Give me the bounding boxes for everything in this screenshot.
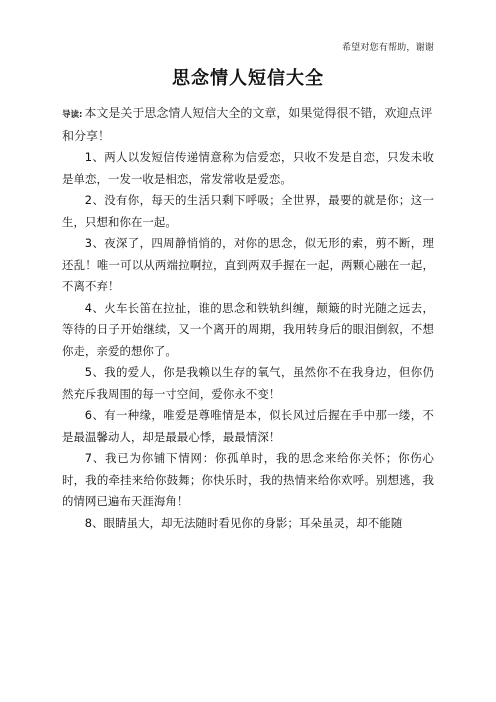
paragraph-2: 2、没有你，每天的生活只剩下呼吸；全世界，最要的就是你；这一生，只想和你在一起。 [62, 193, 434, 229]
intro-text: 本文是关于思念情人短信大全的文章，如果觉得很不错，欢迎点评和分享！ [62, 106, 433, 143]
paragraph-1: 1、两人以发短信传递情意称为信爱恋，只收不发是自恋，只发未收是单恋，一发一收是相恋，常发常收是爱恋。 [62, 150, 434, 186]
intro-paragraph [62, 103, 434, 147]
page-header-note: 希望对您有帮助，谢谢 [341, 43, 434, 53]
paragraph-4: 4、火车长笛在拉扯，谁的思念和铁轨纠缠，颠簸的时光随之远去，等待的日子开始继续，又一个离开的周期，我用转身后的眼泪倒叙，不想你走，亲爱的想你了。 [62, 300, 434, 358]
paragraph-3: 3、夜深了，四周静悄悄的，对你的思念，似无形的索，剪不断，理还乱！唯一可以从两端拉啊拉，直到两双手握在一起，两颗心融在一起，不离不弃！ [62, 236, 434, 293]
document-title: 思念情人短信大全 [172, 68, 324, 89]
document-body [62, 103, 434, 534]
intro-label: 导读: [62, 110, 83, 120]
paragraph-5: 5、我的爱人，你是我赖以生存的氧气，虽然你不在我身边，但你仍然充斥我周围的每一寸空间，爱你永不变！ [62, 365, 434, 401]
paragraph-6: 6、有一种缘，唯爱是尊唯情是本，似长风过后握在手中那一缕，不是最温馨动人，却是最最心悸，最最情深！ [62, 408, 434, 444]
paragraph-8: 8、眼睛虽大，却无法随时看见你的身影；耳朵虽灵，却不能随 [84, 515, 403, 530]
paragraph-7: 7、我已为你铺下情网：你孤单时，我的思念来给你关怀；你伤心时，我的牵挂来给你鼓舞；你快乐时，我的热情来给你欢呼。别想逃，我的情网已遍布天涯海角！ [62, 451, 434, 508]
